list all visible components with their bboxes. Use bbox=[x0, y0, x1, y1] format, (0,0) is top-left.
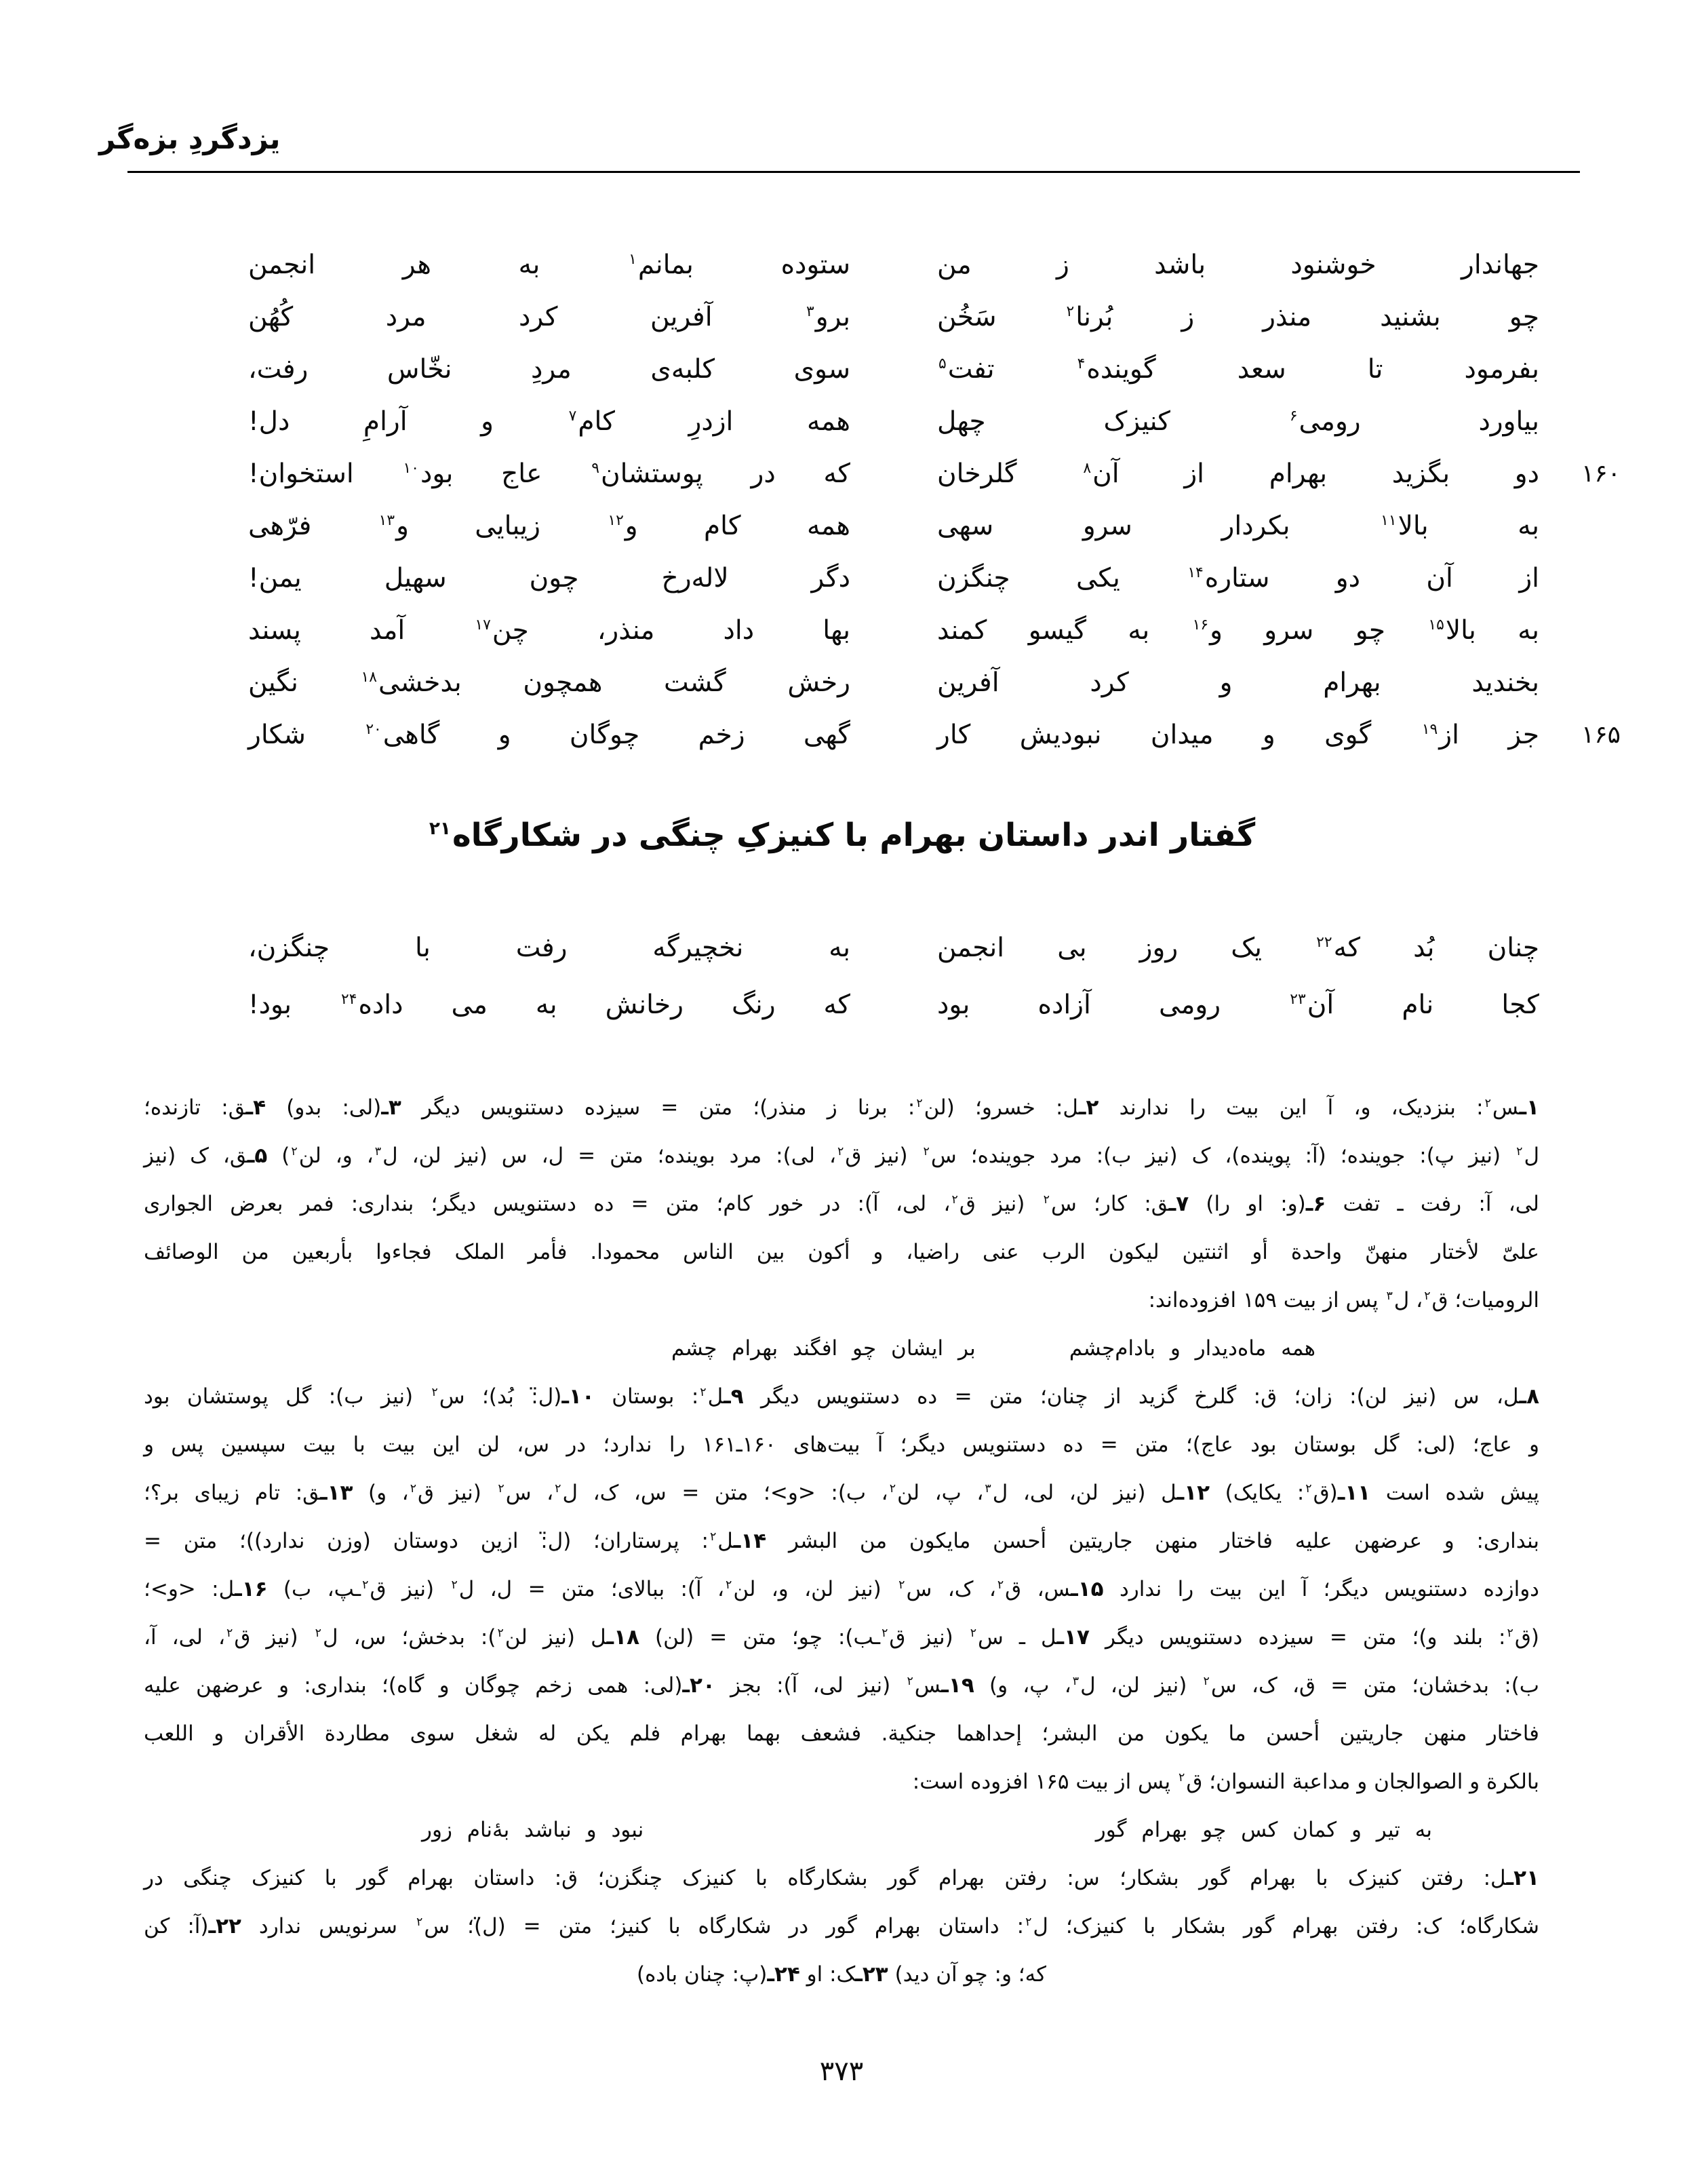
footnote-line: ۲۱ـل: رفتن کنیزک با بهرام گور بشکار؛ س: رفتن بهرام گور بشکارگاه با کنیزک چنگزن؛ ق: داستان بهرام گور با کنیزک چنگی در bbox=[144, 1866, 1539, 1890]
footnote-line: که؛ و: چو آن دید) ۲۳ـک: او ۲۴ـ(پ: چنان باده) bbox=[636, 1962, 1047, 1987]
footnote-line-arabic: فاختار منهن جاریتین أحسن ما یکون من البشر؛ إحداهما جنکیة. فشعف بهما بهرام فلم یکن له شغل سوی مطاردة الأقران و اللعب bbox=[144, 1721, 1539, 1746]
hemistich-left: گهی زخم چوگان و گاهی$^{۲۰}$ شکار bbox=[248, 720, 850, 750]
hemistich-left: برو$^۳$ آفرین کرد مرد کُهُن bbox=[248, 302, 850, 332]
hemistich-left: ستوده بمانم$^۱$ به هر انجمن bbox=[248, 250, 851, 280]
hemistich-right: جهاندار خوشنود باشد ز من bbox=[937, 250, 1539, 280]
hemistich-right: دو بگزید بهرام از آن$^۸$ گلرخان bbox=[937, 459, 1539, 489]
footnote-line: دوازده دستنویس دیگر؛ آ این بیت را ندارد ۱۵ـس، ق$^۲$، ک، س$^۲$ (نیز لن، و، لن$^۲$، آ): ببالای؛ متن = ل، ل$^۲$ (نیز ق$^۲$ـپ، ب) ۱۶ـل: <و>؛ bbox=[144, 1577, 1539, 1601]
header-rule bbox=[127, 171, 1580, 173]
hemistich-left: همه ازدرِ کام$^۷$ و آرامِ دل! bbox=[248, 406, 850, 437]
hemistich-right: جز از$^{۱۹}$ گوی و میدان نبودیش کار bbox=[937, 720, 1539, 750]
section-heading: گفتار اندر داستان بهرام با کنیزکِ چنگی در شکارگاه$^{۲۱}$ bbox=[429, 817, 1256, 854]
inserted-verse bbox=[422, 1806, 1432, 1854]
footnote-line: پیش شده است ۱۱ـ(ق$^۲$: یکایک) ۱۲ـل (نیز لن، لی، ل$^۳$، پ، لن$^۲$، ب): <و>؛ متن = س، ک، ل$^۲$، س$^۲$ (نیز ق$^۲$، و) ۱۳ـق: تام زیبای بر؟؛ bbox=[144, 1481, 1539, 1505]
hemistich-right: به بالا$^{۱۱}$ بکردار سرو سهی bbox=[937, 511, 1540, 541]
hemistich-right: کجا نام آن$^{۲۳}$ رومی آزاده بود bbox=[937, 990, 1539, 1020]
hemistich-right: همه ماه‌دیدار و بادام‌چشم bbox=[1069, 1336, 1315, 1361]
footnote-line: ل$^۲$ (نیز پ): جوینده؛ (آ: پوینده)، ک (نیز ب): مرد جوینده؛ س$^۲$ (نیز ق$^۲$، لی): مرد بوینده؛ متن = ل، س (نیز لن، ل$^۳$، و، لن$^۲$) ۵ـق، ک (نیز bbox=[144, 1144, 1540, 1168]
hemistich-right: بیاورد رومی$^۶$ کنیزک چهل bbox=[937, 406, 1539, 437]
hemistich-right: از آن دو ستاره$^{۱۴}$ یکی چنگزن bbox=[937, 563, 1539, 593]
footnote-line: شکارگاه؛ ک: رفتن بهرام گور بشکار با کنیزک؛ ل$^۲$: داستان بهرام گور در شکارگاه با کنیز؛ متن = (ل̈)؛ س$^۲$ سرنویس ندارد ۲۲ـ(آ: کن bbox=[144, 1914, 1539, 1938]
hemistich-left: همه کام و$^{۱۲}$ زیبایی و$^{۱۳}$ فرّهی bbox=[248, 511, 850, 541]
footnote-line: الرومیات؛ ق$^۲$، ل$^۳$ پس از بیت ۱۵۹ افزوده‌اند: bbox=[1148, 1288, 1539, 1312]
couplet-row bbox=[248, 239, 1539, 291]
couplet-row bbox=[248, 657, 1539, 709]
hemistich-right: به بالا$^{۱۵}$ چو سرو و$^{۱۶}$ به گیسو کمند bbox=[937, 615, 1540, 646]
footnote-line: ۸ـل، س (نیز لن): زان؛ ق: گلرخ گزید از چنان؛ متن = ده دستنویس دیگر ۹ـل$^۲$: بوستان ۱۰ـ(ل̈: بُد)؛ س$^۲$ (نیز ب): گل پوستشان بود bbox=[144, 1384, 1539, 1409]
hemistich-right: به تیر و کمان کس چو بهرام گور bbox=[1095, 1818, 1432, 1842]
hemistich-left: سوی کلبه‌ی مردِ نخّاس رفت، bbox=[248, 354, 850, 385]
verse-number-160: ۱۶۰ bbox=[1581, 460, 1621, 488]
critical-apparatus bbox=[144, 1084, 1539, 1999]
hemistich-right: بفرمود تا سعد گوینده$^۴$ تفت$^۵$ bbox=[938, 354, 1540, 385]
inserted-verse bbox=[671, 1325, 1315, 1373]
hemistich-right: چو بشنید منذر ز بُرنا$^۲$ سَخُن bbox=[937, 302, 1540, 332]
hemistich-right: چنان بُد که$^{۲۲}$ یک روز بی انجمن bbox=[937, 933, 1540, 963]
couplet-row bbox=[248, 920, 1539, 977]
hemistich-left: نبود و نباشد بهٔ‌نام زور bbox=[422, 1818, 644, 1842]
footnote-line: و عاج؛ (لی: گل بوستان بود عاج)؛ متن = ده دستنویس دیگر؛ آ بیت‌های ۱۶۰ـ۱۶۱ را ندارد؛ در س، لن این بیت با بیت سپسین پس و bbox=[144, 1432, 1539, 1457]
hemistich-left: که رنگ رخانش به می داده$^{۲۴}$ بود! bbox=[248, 990, 851, 1020]
hemistich-right: بخندید بهرام و کرد آفرین bbox=[937, 667, 1539, 698]
couplet-row bbox=[248, 977, 1539, 1034]
page-content bbox=[0, 239, 1683, 2087]
main-poem bbox=[248, 239, 1621, 761]
verse-number-165: ۱۶۵ bbox=[1581, 721, 1621, 749]
hemistich-left: دگر لاله‌رخ چون سهیل یمن! bbox=[248, 563, 850, 593]
hemistich-left: بر ایشان چو افگند بهرام چشم bbox=[671, 1336, 976, 1361]
couplet-row bbox=[248, 552, 1539, 604]
hemistich-left: رخش گشت همچون بدخشی$^{۱۸}$ نگین bbox=[248, 667, 850, 698]
hemistich-left: به نخچیرگه رفت با چنگزن، bbox=[248, 933, 850, 963]
footnote-line: ۱ـس$^۲$: بنزدیک، و، آ این بیت را ندارند ۲ـل: خسرو؛ (لن$^۲$: برنا ز منذر)؛ متن = سیزده دستنویس دیگر ۳ـ(لی: بدو) ۴ـق: تازنده؛ bbox=[144, 1095, 1539, 1120]
footnote-line: ب): بدخشان؛ متن = ق، ک، س$^۲$ (نیز لن، ل$^۳$، پ، و) ۱۹ـس$^۲$ (نیز لی، آ): بجز ۲۰ـ(لی: همی زخم چوگان و گاه)؛ بنداری: و عرضهن علیه bbox=[144, 1673, 1539, 1698]
hemistich-left: که در پوستشان$^۹$ عاج بود$^{۱۰}$ استخوان! bbox=[248, 459, 850, 489]
hemistich-left: بها داد منذر، چن$^{۱۷}$ آمد پسند bbox=[248, 615, 850, 646]
couplet-row bbox=[248, 500, 1539, 552]
couplet-row bbox=[248, 709, 1621, 761]
section-poem bbox=[248, 920, 1539, 1034]
footnote-line: (ق$^۲$: بلند و)؛ متن = سیزده دستنویس دیگر ۱۷ـل ـ س$^۲$ (نیز ق$^۲$ـب): چو؛ متن = (لن) ۱۸ـل (نیز لن$^۲$): بدخش؛ س، ل$^۲$ (نیز ق$^۲$، لی، آ، bbox=[144, 1625, 1539, 1650]
couplet-row bbox=[248, 291, 1539, 343]
footnote-line: لی، آ: رفت ـ تفت ۶ـ(و: او را) ۷ـق: کار؛ س$^۲$ (نیز ق$^۲$، لی، آ): در خور کام؛ متن = ده دستنویس دیگر؛ بنداری: فمر بعرض الجواری bbox=[144, 1192, 1539, 1216]
running-head-title: یزدگردِ بزه‌گر bbox=[99, 122, 281, 155]
couplet-row bbox=[248, 395, 1539, 448]
couplet-row bbox=[248, 343, 1539, 395]
couplet-row bbox=[248, 604, 1539, 657]
couplet-row bbox=[248, 448, 1621, 500]
footnote-line-arabic: علیّ لأختار منهنّ واحدة أو اثنتین لیکون الرب عنی راضیا، و أکون بین الناس محمودا. فأمر الملک فجاءوا بأربعین من الوصائف bbox=[144, 1240, 1539, 1264]
footnote-line: بنداری: و عرضهن علیه فاختار منهن جاریتین أحسن مایکون من البشر ۱۴ـل$^۲$: پرستاران؛ (ل̈: ازین دوستان (وزن ندارد))؛ متن = bbox=[144, 1529, 1539, 1553]
page-number: ۳۷۳ bbox=[819, 2056, 864, 2087]
footnote-line: بالکرة و الصوالجان و مداعبة النسوان؛ ق$^۲$ پس از بیت ۱۶۵ افزوده است: bbox=[912, 1770, 1539, 1794]
